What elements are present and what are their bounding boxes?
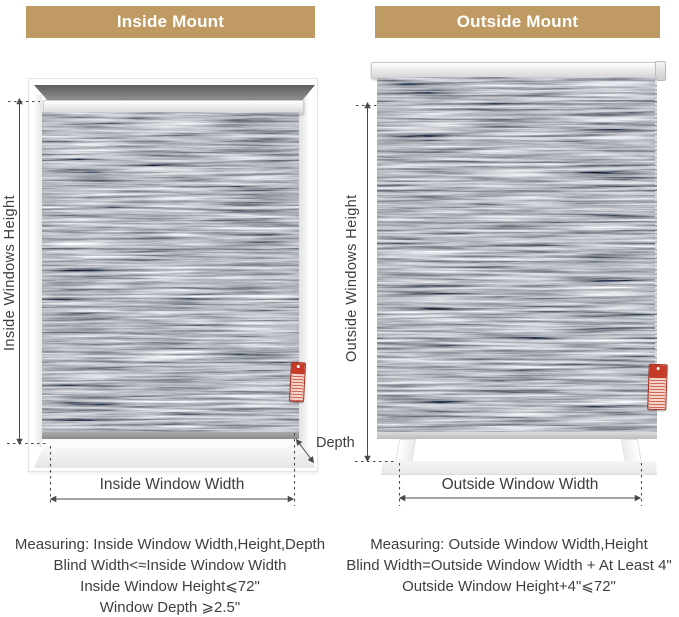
blind-fabric-inside [42, 112, 299, 432]
fabric-texture [377, 77, 657, 432]
bead-chain-icon [655, 80, 657, 364]
window-apron-inside [34, 447, 315, 468]
blind-bottom-rail-inside [42, 432, 299, 439]
note-line: Measuring: Inside Window Width,Height,Depth [14, 536, 326, 553]
note-line: Blind Width=Outside Window Width + At Least 4" [346, 557, 672, 574]
inside-width-label: Inside Window Width [99, 476, 245, 493]
note-line: Window Depth ⩾2.5" [99, 599, 241, 616]
note-line: Outside Window Height+4"⩽72" [402, 578, 616, 595]
outside-mount-header [375, 6, 660, 38]
window-frame-right-leg [621, 439, 642, 464]
blind-bottom-rail-outside [377, 432, 657, 439]
note-line: Blind Width<≈Inside Window Width [53, 557, 287, 574]
depth-label: Depth [316, 435, 355, 451]
care-tag-top [649, 365, 666, 379]
care-tag-text-lines [290, 374, 304, 401]
outside-mount-header-label: Outside Mount [456, 12, 579, 31]
inside-mount-header [26, 6, 315, 38]
inside-mount-header-label: Inside Mount [116, 12, 225, 31]
note-line: Measuring: Outside Window Width,Height [370, 536, 648, 553]
outside-measuring-notes [339, 534, 679, 597]
window-frame-left-leg [395, 439, 416, 464]
care-tag-text-lines [648, 378, 666, 409]
care-tag-icon [647, 364, 668, 411]
window-jamb-left [33, 95, 42, 447]
care-tag-top [291, 363, 305, 375]
inside-height-label: Inside Windows Height [2, 195, 18, 351]
outside-width-label: Outside Window Width [441, 476, 599, 493]
fabric-texture [42, 112, 299, 432]
blind-fabric-outside [377, 77, 657, 432]
note-line: Inside Window Height⩽72" [80, 578, 260, 595]
inside-measuring-notes [0, 534, 340, 617]
care-tag-icon [289, 362, 306, 403]
window-sill-inside [42, 439, 300, 447]
outside-height-label: Outside Windows Height [344, 194, 360, 362]
window-sill-front [381, 461, 657, 475]
